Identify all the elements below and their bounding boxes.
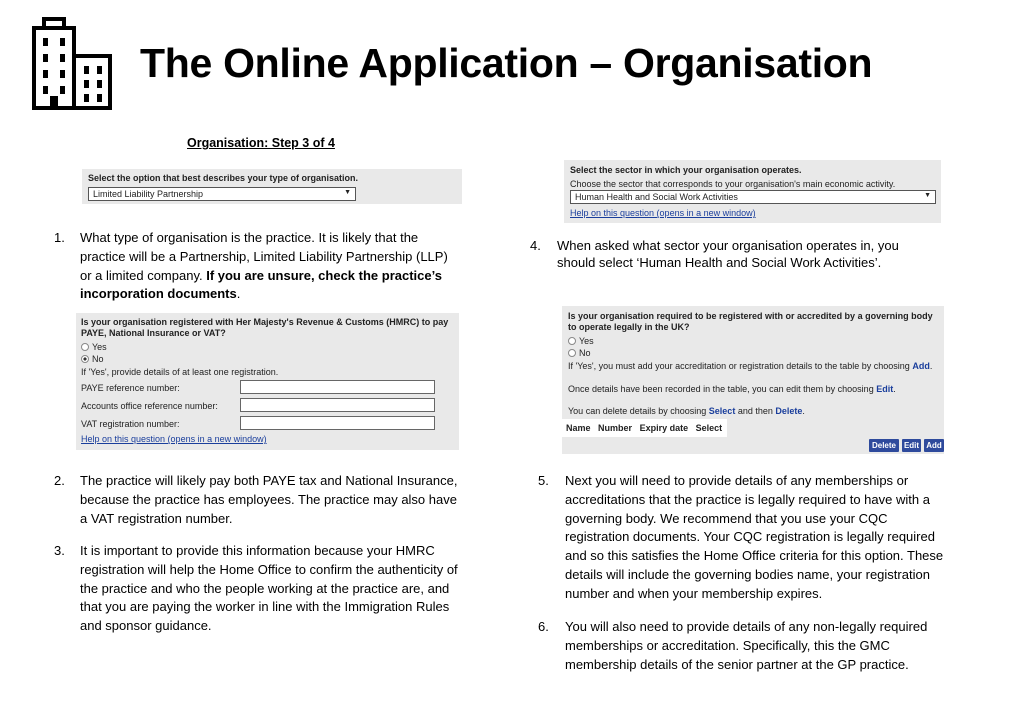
sector-panel bbox=[564, 160, 941, 223]
hmrc-panel bbox=[76, 313, 459, 450]
chevron-down-icon: ▼ bbox=[924, 192, 931, 199]
list-number: 1. bbox=[54, 230, 65, 245]
add-button[interactable]: Add bbox=[924, 439, 944, 452]
list-number: 3. bbox=[54, 543, 65, 558]
chevron-down-icon: ▼ bbox=[344, 189, 351, 196]
list-number: 4. bbox=[530, 238, 541, 253]
col-number: Number bbox=[598, 423, 633, 433]
gov-option-yes[interactable] bbox=[568, 336, 594, 346]
gov-edit-note: Once details have been recorded in the table, you can edit them by choosing Edit. bbox=[568, 384, 896, 394]
edit-button[interactable]: Edit bbox=[903, 441, 920, 450]
list-line: Next you will need to provide details of any memberships or bbox=[565, 473, 909, 488]
list-number: 5. bbox=[538, 473, 549, 488]
hmrc-help-link[interactable]: Help on this question (opens in a new window) bbox=[81, 434, 267, 444]
sector-help-link[interactable]: Help on this question (opens in a new window) bbox=[570, 208, 756, 218]
list-line: number and when your membership expires. bbox=[565, 585, 823, 601]
vat-label: VAT registration number: bbox=[81, 419, 180, 429]
gov-question-line2: to operate legally in the UK? bbox=[568, 322, 690, 332]
radio-yes[interactable] bbox=[568, 337, 576, 345]
accounts-label: Accounts office reference number: bbox=[81, 401, 218, 411]
col-expiry: Expiry date bbox=[639, 423, 689, 433]
list-line: registration will help the Home Office to confirm the authenticity of bbox=[80, 561, 458, 577]
list-item-2 bbox=[54, 472, 524, 532]
hmrc-option-no[interactable] bbox=[81, 354, 104, 364]
governing-panel bbox=[562, 306, 944, 454]
list-line: the practice and who the people working at the practice are, and bbox=[80, 580, 450, 596]
sector-label: Select the sector in which your organisation operates. bbox=[570, 165, 802, 175]
list-line: and so this satisfies the Home Office criteria for this option. These bbox=[565, 548, 944, 564]
sector-select[interactable] bbox=[570, 190, 936, 204]
list-line: registration documents. Your CQC registration is legally required bbox=[565, 529, 935, 545]
list-item-6 bbox=[538, 618, 1008, 678]
delete-button[interactable]: Delete bbox=[869, 439, 899, 452]
sector-selected: Human Health and Social Work Activities bbox=[575, 192, 738, 202]
list-line: or a limited company. If you are unsure, check the practice’s bbox=[80, 267, 442, 283]
org-type-label: Select the option that best describes your type of organisation. bbox=[88, 173, 359, 183]
list-line: should select ‘Human Health and Social Work Activities’. bbox=[557, 254, 882, 270]
list-line: When asked what sector your organisation operates in, you bbox=[557, 238, 899, 253]
list-item-4 bbox=[530, 238, 970, 278]
radio-yes-label: Yes bbox=[579, 336, 594, 346]
radio-yes[interactable] bbox=[81, 343, 89, 351]
col-name: Name bbox=[566, 423, 591, 433]
list-item-1 bbox=[54, 229, 514, 305]
accounts-input[interactable] bbox=[240, 398, 435, 412]
list-line: that you are paying the worker in line with the Immigration Rules bbox=[80, 599, 450, 615]
radio-no[interactable] bbox=[81, 355, 89, 363]
list-line: because the practice has employees. The practice may also have bbox=[80, 491, 457, 507]
list-line: It is important to provide this information because your HMRC bbox=[80, 543, 435, 558]
radio-yes-label: Yes bbox=[92, 342, 107, 352]
list-line: accreditations that the practice is legally required to have with a bbox=[565, 491, 930, 507]
page-title: The Online Application – Organisation bbox=[140, 40, 873, 86]
list-line: details will include the governing bodies name, your registration bbox=[565, 566, 930, 582]
gov-table-header bbox=[562, 419, 727, 437]
list-line: and sponsor guidance. bbox=[80, 618, 212, 634]
list-item-3 bbox=[54, 542, 524, 638]
list-line: memberships or accreditation. Specifically, this the GMC bbox=[565, 637, 890, 653]
gov-instruction: If 'Yes', you must add your accreditation or registration details to the table by choosing Add. bbox=[568, 361, 933, 371]
radio-no[interactable] bbox=[568, 349, 576, 357]
radio-no-label: No bbox=[579, 348, 591, 358]
paye-input[interactable] bbox=[240, 380, 435, 394]
hmrc-instruction: If 'Yes', provide details of at least one registration. bbox=[81, 367, 279, 377]
list-number: 6. bbox=[538, 619, 549, 634]
gov-delete-note: You can delete details by choosing Select and then Delete. bbox=[568, 406, 805, 416]
list-number: 2. bbox=[54, 473, 65, 488]
radio-no-label: No bbox=[92, 354, 104, 364]
org-type-panel bbox=[82, 169, 462, 204]
step-label: Organisation: Step 3 of 4 bbox=[187, 136, 335, 150]
col-select: Select bbox=[695, 423, 723, 433]
hmrc-question-line2: PAYE, National Insurance or VAT? bbox=[81, 328, 226, 338]
list-line: practice will be a Partnership, Limited Liability Partnership (LLP) bbox=[80, 248, 448, 264]
list-item-5 bbox=[538, 472, 1008, 608]
list-line: You will also need to provide details of any non-legally required bbox=[565, 619, 928, 634]
vat-input[interactable] bbox=[240, 416, 435, 430]
org-type-selected: Limited Liability Partnership bbox=[93, 189, 204, 199]
list-line: a VAT registration number. bbox=[80, 510, 233, 526]
list-line: The practice will likely pay both PAYE tax and National Insurance, bbox=[80, 473, 458, 488]
sector-hint: Choose the sector that corresponds to your organisation's main economic activity. bbox=[570, 179, 896, 189]
paye-label: PAYE reference number: bbox=[81, 383, 180, 393]
gov-option-no[interactable] bbox=[568, 348, 591, 358]
hmrc-question-line1: Is your organisation registered with Her Majesty's Revenue & Customs (HMRC) to pay bbox=[81, 317, 449, 327]
building-icon bbox=[30, 16, 116, 112]
list-line: governing body. We recommend that you use your CQC bbox=[565, 510, 888, 526]
list-line: incorporation documents. bbox=[80, 286, 241, 302]
list-line: membership details of the senior partner at the GP practice. bbox=[565, 656, 909, 672]
org-type-select[interactable] bbox=[88, 187, 356, 201]
gov-question-line1: Is your organisation required to be registered with or accredited by a governing body bbox=[568, 311, 933, 321]
list-line: What type of organisation is the practice. It is likely that the bbox=[80, 230, 419, 245]
hmrc-option-yes[interactable] bbox=[81, 342, 107, 352]
